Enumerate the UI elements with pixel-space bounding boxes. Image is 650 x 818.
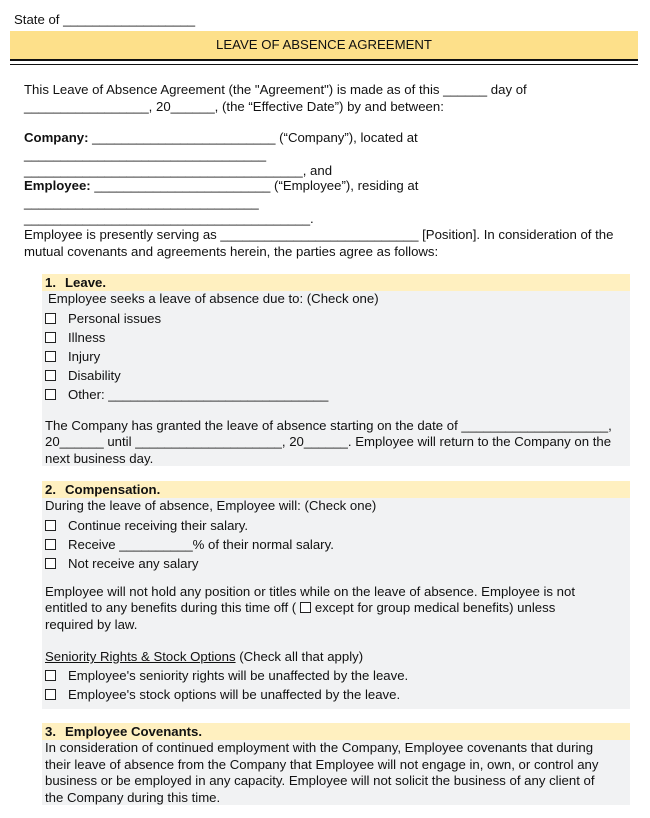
position-line-2: mutual covenants and agreements herein, the parties agree as follows:: [24, 243, 439, 259]
document-title: LEAVE OF ABSENCE AGREEMENT: [216, 36, 432, 52]
leave-option: Disability: [42, 368, 630, 387]
section-3-heading: [42, 723, 630, 740]
section-3-title: Employee Covenants.: [65, 724, 203, 739]
intro-line-1: This Leave of Absence Agreement (the "Agreement") is made as of this ______ day of: [24, 82, 527, 97]
leave-option: Personal issues: [42, 311, 630, 330]
checkbox[interactable]: [45, 670, 56, 681]
section-1-title: Leave.: [65, 275, 107, 290]
employee-line-2: _______________________________________.: [24, 211, 314, 226]
section-1-number: 1.: [45, 275, 56, 290]
section-2-number: 2.: [45, 482, 56, 497]
state-line: State of __________________: [14, 12, 196, 27]
benefits-paragraph: Employee will not hold any position or titles while on the leave of absence. Employee is not entitled to any benefits during this time off ( except for group medical benefits) unless required by law.: [45, 583, 575, 632]
checkbox[interactable]: [45, 689, 56, 700]
seniority-heading: Seniority Rights & Stock Options (Check all that apply): [45, 649, 364, 664]
company-paragraph: [24, 130, 624, 180]
checkbox[interactable]: [45, 539, 56, 550]
checkbox[interactable]: [45, 313, 56, 324]
checkbox[interactable]: [45, 389, 56, 400]
leave-paragraph: The Company has granted the leave of absence starting on the date of ____________________, 20______ until ____________________, 20______. Employee will return to the Company on the next business day.: [45, 417, 612, 466]
employee-label: Employee:: [24, 178, 91, 193]
leave-option: Injury: [42, 349, 630, 368]
company-label: Company:: [24, 130, 89, 145]
leave-option: Illness: [42, 330, 630, 349]
compensation-option: Receive __________% of their normal salary.: [42, 537, 630, 556]
checkbox[interactable]: [45, 332, 56, 343]
company-line-2: ______________________________________, and: [24, 163, 333, 178]
compensation-option: Continue receiving their salary.: [42, 518, 630, 537]
section-compensation: [42, 481, 630, 709]
covenants-paragraph: In consideration of continued employment with the Company, Employee covenants that during their leave of absence from the Company that Employee will not engage in, own, or control any business or be employed in any capacity. Employee will not solicit the business of any client of the Company during this time.: [45, 740, 599, 805]
checkbox[interactable]: [300, 602, 311, 613]
position-line-1: Employee is presently serving as ___________________________ [Position]. In consideration of the: [24, 227, 614, 242]
company-line-1: _________________________ (“Company”), located at _________________________________: [24, 130, 418, 162]
document-title-bar: [10, 31, 638, 61]
section-1-heading: [42, 274, 630, 291]
compensation-option: Not receive any salary: [42, 556, 630, 575]
leave-option: Other: ______________________________: [42, 387, 630, 406]
intro-paragraph: [24, 82, 624, 115]
employee-paragraph: [24, 178, 624, 228]
seniority-option: Employee's seniority rights will be unaffected by the leave.: [42, 668, 630, 687]
checkbox[interactable]: [45, 370, 56, 381]
seniority-option: Employee's stock options will be unaffected by the leave.: [42, 687, 630, 706]
checkbox[interactable]: [45, 520, 56, 531]
leave-prompt: Employee seeks a leave of absence due to: (Check one): [48, 291, 379, 306]
section-2-heading: [42, 481, 630, 498]
section-3-number: 3.: [45, 724, 56, 739]
position-paragraph: [24, 227, 624, 260]
checkbox[interactable]: [45, 558, 56, 569]
employee-line-1: ________________________ (“Employee”), residing at ________________________________: [24, 178, 419, 210]
section-leave: [42, 274, 630, 466]
compensation-prompt: During the leave of absence, Employee will: (Check one): [45, 498, 377, 513]
checkbox[interactable]: [45, 351, 56, 362]
section-covenants: [42, 723, 630, 805]
section-2-title: Compensation.: [65, 482, 161, 497]
intro-line-2: _________________, 20______, (the “Effective Date”) by and between:: [24, 98, 444, 114]
